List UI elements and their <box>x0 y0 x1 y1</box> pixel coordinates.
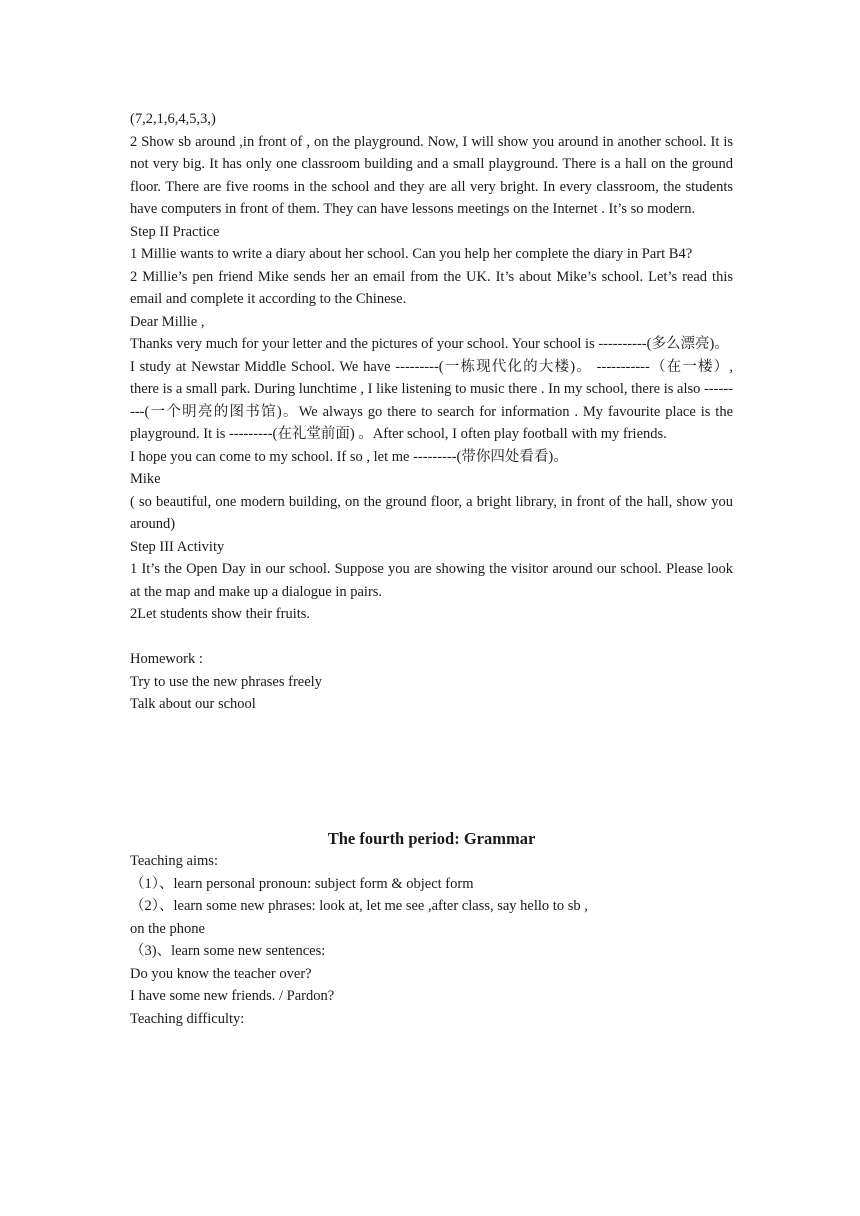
example-sentence: Do you know the teacher over? <box>130 965 312 982</box>
teaching-difficulty-label: Teaching difficulty: <box>130 1010 245 1027</box>
section-title: The fourth period: Grammar <box>327 828 536 848</box>
show-around-paragraph: 2 Show sb around ,in front of , on the playground. Now, I will show you around in another school. It is not very big. It has only one classroom building and a small playground. There is a hall on the ground floor. There are five rooms in the school and they are all very bright. In every classroom, the students have computers in front of them. They can have lessons meetings on the Internet . It’s so modern. <box>130 133 733 217</box>
order-line: (7,2,1,6,4,5,3,) <box>130 111 216 127</box>
step-practice-heading: Step II Practice <box>130 223 220 240</box>
aim-item: （2）、learn some new phrases: look at, let me see ,after class, say hello to sb , <box>130 898 588 914</box>
letter-body: I study at Newstar Middle School. We have ---------(一栋现代化的大楼)。 -----------（在一楼）, there is a small park. During lunchtime , I like listening to music there . In my school, there is also ---------(一个明亮的图书馆)。We always go there to search for information . My favourite place is the playground. It is ---------(在礼堂前面) 。After school, I often play football with my friends. <box>130 358 733 442</box>
teaching-aims-label: Teaching aims: <box>130 853 218 869</box>
spacer <box>130 626 733 649</box>
homework-item: Talk about our school <box>130 696 256 712</box>
millie-email-instruction: 2 Millie’s pen friend Mike sends her an email from the UK. It’s about Mike’s school. Let’s read this email and complete it according to the Chinese. <box>130 268 733 307</box>
letter-thanks: Thanks very much for your letter and the pictures of your school. Your school is ----------(多么漂亮)。 <box>130 336 729 352</box>
fruits-instruction: 2Let students show their fruits. <box>130 606 311 622</box>
open-day-instruction: 1 It’s the Open Day in our school. Suppose you are showing the visitor around our school. Please look at the map and make up a dialogue in pairs. <box>130 561 733 600</box>
answer-key: ( so beautiful, one modern building, on the ground floor, a bright library, in front of the hall, show you around) <box>130 493 733 532</box>
homework-heading: Homework : <box>130 651 203 667</box>
letter-closing: I hope you can come to my school. If so , let me ---------(带你四处看看)。 <box>130 448 568 465</box>
example-sentence: I have some new friends. / Pardon? <box>130 988 335 1004</box>
letter-greeting: Dear Millie , <box>130 313 205 330</box>
aim-item: （3)、learn some new sentences: <box>130 943 326 959</box>
millie-diary-instruction: 1 Millie wants to write a diary about her school. Can you help her complete the diary in Part B4? <box>130 246 693 262</box>
step-activity-heading: Step III Activity <box>130 538 225 555</box>
homework-item: Try to use the new phrases freely <box>130 673 322 690</box>
document-page <box>130 108 733 1030</box>
aim-item-continued: on the phone <box>130 920 205 937</box>
letter-signature: Mike <box>130 471 161 487</box>
aim-item: （1）、learn personal pronoun: subject form & object form <box>130 875 474 892</box>
section-gap <box>130 716 733 828</box>
